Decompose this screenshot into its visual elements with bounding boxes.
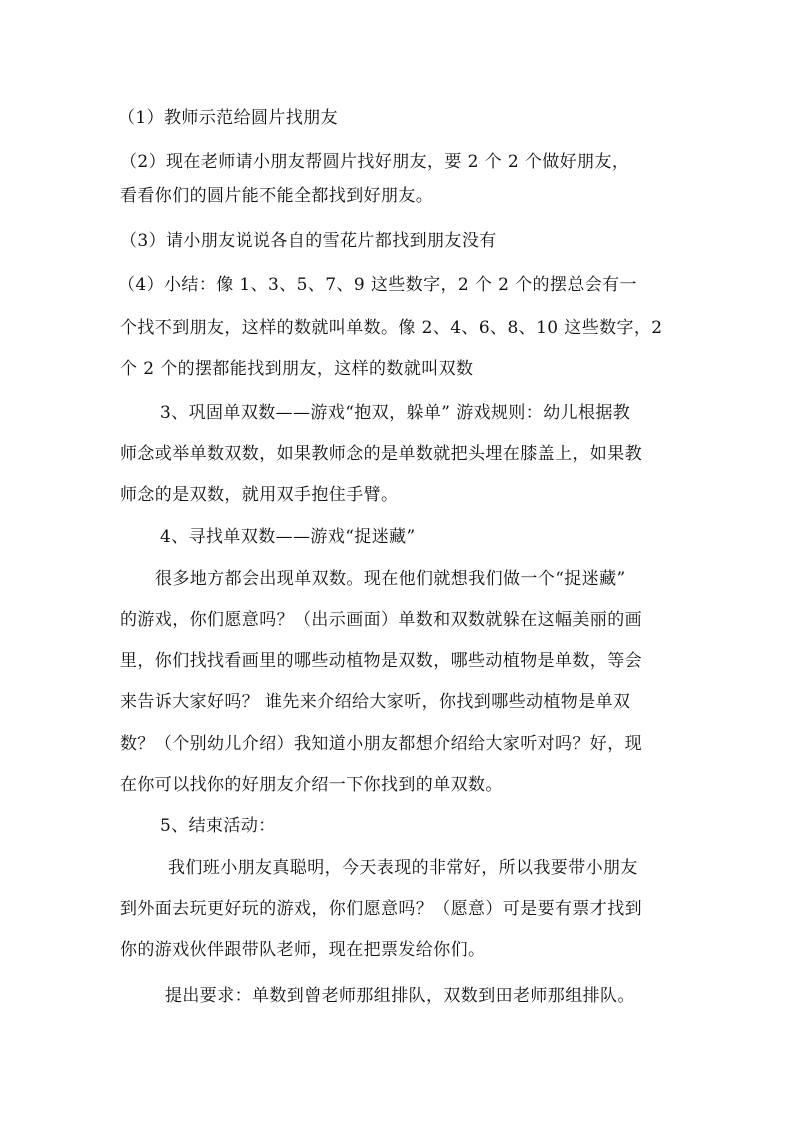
text-line-6: 个找不到朋友，这样的数就叫单数。像 2、4、6、8、10 这些数字，2 <box>120 318 663 338</box>
text-line-4: （3）请小朋友说说各自的雪花片都找到朋友没有 <box>120 231 497 251</box>
text-line-20: 到外面去玩更好玩的游戏，你们愿意吗？（愿意）可是要有票才找到 <box>120 899 642 919</box>
text-line-19: 我们班小朋友真聪明，今天表现的非常好，所以我要带小朋友 <box>168 858 638 878</box>
text-line-9: 师念或举单数双数，如果教师念的是单数就把头埋在膝盖上，如果教 <box>120 444 642 464</box>
text-line-13: 的游戏，你们愿意吗？（出示画面）单数和双数就躲在这幅美丽的画 <box>120 610 642 630</box>
text-line-18: 5、结束活动： <box>160 816 276 836</box>
text-line-16: 数？（个别幼儿介绍）我知道小朋友都想介绍给大家听对吗？好，现 <box>120 734 642 754</box>
text-line-10: 师念的是双数，就用双手抱住手臂。 <box>120 485 399 505</box>
text-line-8: 3、巩固单双数——游戏“抱双，躲单” 游戏规则：幼儿根据教 <box>160 403 631 423</box>
text-line-21: 你的游戏伙伴跟带队老师，现在把票发给你们。 <box>120 940 486 960</box>
text-line-3: 看看你们的圆片能不能全都找到好朋友。 <box>120 186 434 206</box>
text-line-7: 个 2 个的摆都能找到朋友，这样的数就叫双数 <box>120 359 474 379</box>
text-line-5: （4）小结：像 1、3、5、7、9 这些数字，2 个 2 个的摆总会有一 <box>118 275 637 295</box>
text-line-15: 来告诉大家好吗？ 谁先来介绍给大家听，你找到哪些动植物是单双 <box>120 692 631 712</box>
text-line-1: （1）教师示范给圆片找朋友 <box>118 108 339 128</box>
text-line-12: 很多地方都会出现单双数。现在他们就想我们做一个“捉迷藏” <box>155 569 626 589</box>
text-line-14: 里，你们找找看画里的哪些动植物是双数，哪些动植物是单数，等会 <box>120 651 642 671</box>
text-line-2: （2）现在老师请小朋友帮圆片找好朋友，要 2 个 2 个做好朋友， <box>120 152 630 172</box>
text-line-22: 提出要求：单数到曾老师那组排队，双数到田老师那组排队。 <box>165 986 635 1006</box>
text-line-11: 4、寻找单双数——游戏“捉迷藏” <box>160 527 416 547</box>
text-line-17: 在你可以找你的好朋友介绍一下你找到的单双数。 <box>120 775 503 795</box>
